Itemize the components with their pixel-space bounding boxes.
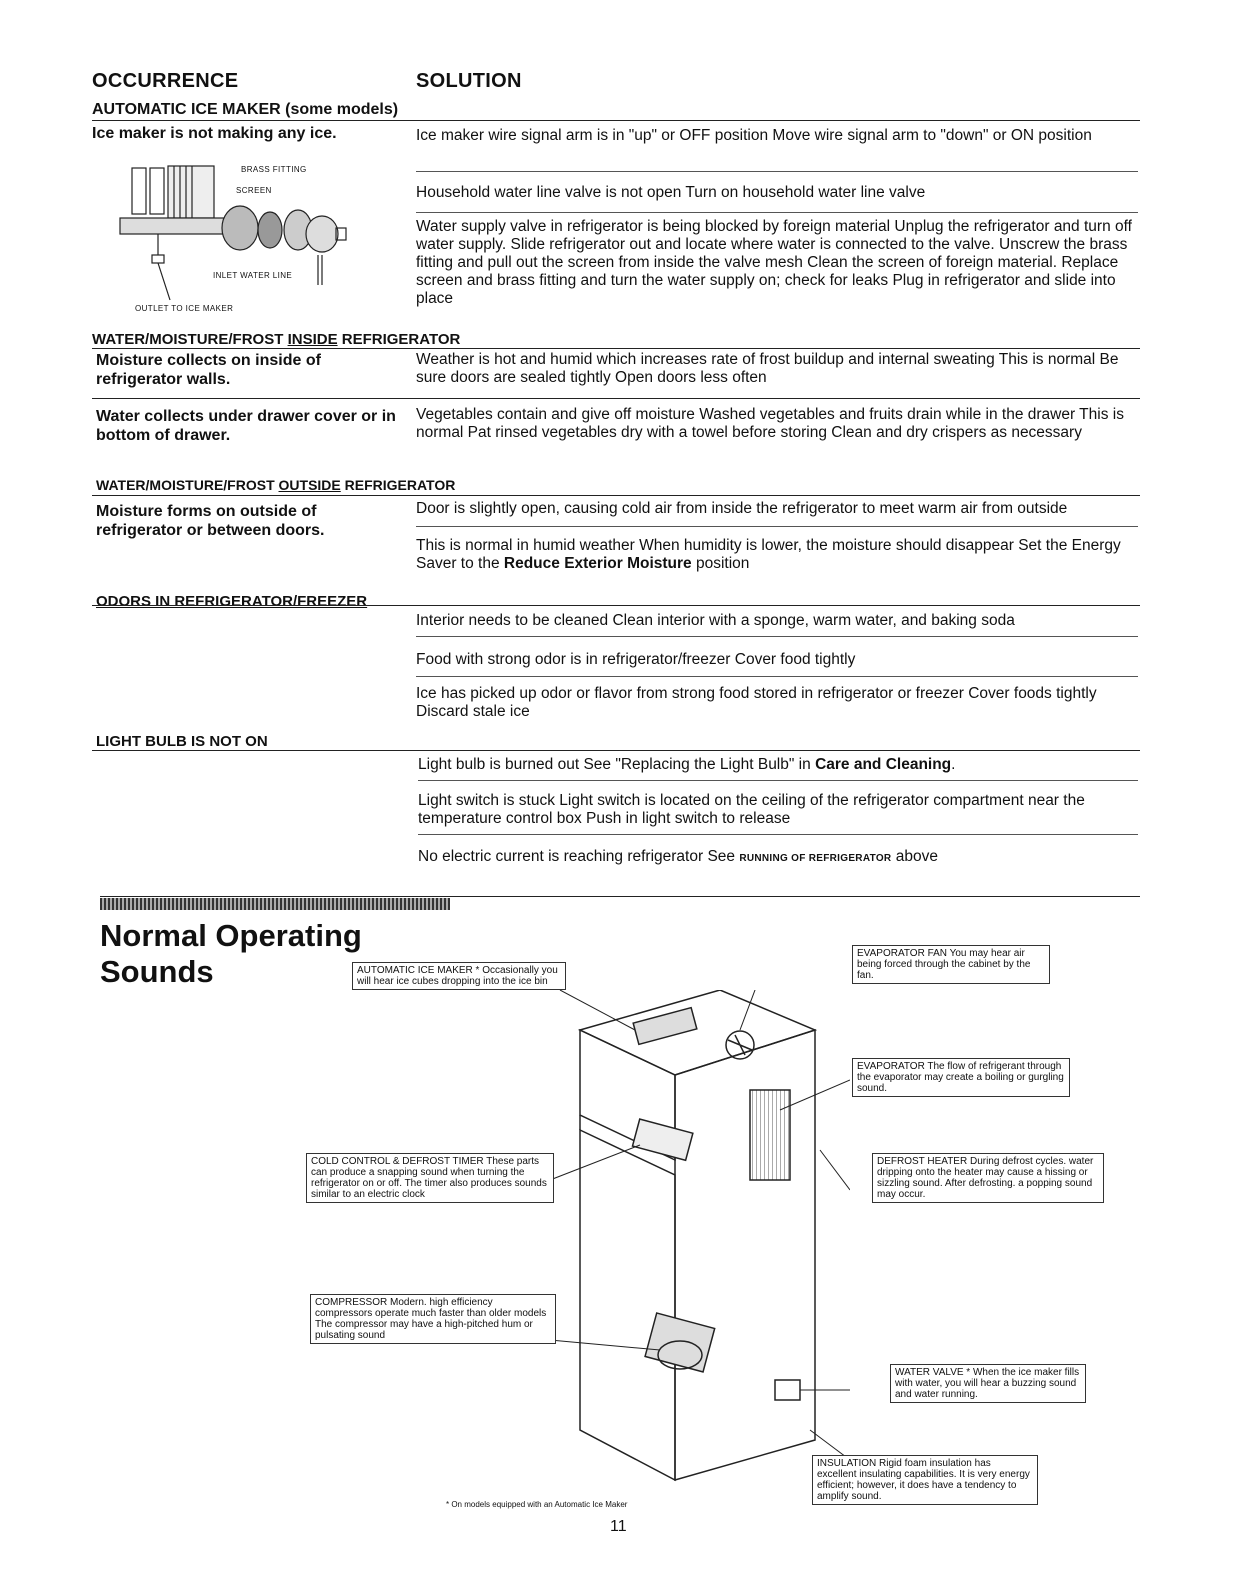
section-inside-post: REFRIGERATOR [337, 331, 461, 348]
sounds-title-line2: Sounds [100, 954, 214, 989]
label-outlet-ice-maker: OUTLET TO ICE MAKER [135, 304, 234, 313]
rule [416, 526, 1138, 527]
label-inlet-water-line: INLET WATER LINE [213, 271, 293, 280]
section-odors: ODORS IN REFRIGERATOR/FREEZER [96, 593, 368, 610]
solution-odors-1: Interior needs to be cleaned Clean interior with a sponge, warm water, and baking soda [416, 612, 1015, 629]
label-brass-fitting: BRASS FITTING [241, 165, 307, 174]
sounds-title-line1: Normal Operating [100, 918, 362, 953]
solution-outside-2-a: This is normal in humid weather When humidity is lower, the moisture should disappear Set the Energy Saver to the [416, 537, 1121, 572]
solution-light-1 [418, 756, 1138, 774]
solution-light-3-a: No electric current is reaching refrigerator See [418, 848, 740, 865]
solution-ice-maker-1: Ice maker wire signal arm is in "up" or OFF position Move wire signal arm to "down" or ON position [416, 127, 1092, 144]
solution-light-2: Light switch is stuck Light switch is located on the ceiling of the refrigerator compartment near the temperature control box Push in light switch to release [418, 792, 1085, 827]
rule [92, 495, 1140, 496]
rule [92, 605, 1140, 606]
rule [92, 120, 1140, 121]
callout-evaporator-fan: EVAPORATOR FAN You may hear air being forced through the cabinet by the fan. [852, 945, 1050, 984]
solution-inside-2: Vegetables contain and give off moisture Washed vegetables and fruits drain while in the drawer This is normal Pat rinsed vegetables dry with a towel before storing Clean and dry crispers as necessary [416, 406, 1124, 441]
section-outside-emph: OUTSIDE [278, 477, 341, 493]
rule [100, 896, 1140, 897]
occurrence-ice-maker: Ice maker is not making any ice. [92, 125, 337, 142]
section-divider-bar [100, 898, 450, 910]
occurrence-inside-1: Moisture collects on inside of refrigerator walls. [96, 352, 321, 388]
water-valve-diagram [100, 160, 400, 320]
rule [92, 348, 1140, 349]
callout-defrost-heater: DEFROST HEATER During defrost cycles. water dripping onto the heater may cause a hissing or sizzling sound. After defrosting. a popping sound may occur. [872, 1153, 1104, 1203]
callout-water-valve: WATER VALVE * When the ice maker fills with water, you will hear a buzzing sound and water running. [890, 1364, 1086, 1403]
solution-outside-2-c: position [691, 555, 750, 572]
footnote: * On models equipped with an Automatic Ice Maker [446, 1500, 628, 1509]
rule [416, 171, 1138, 172]
callout-evaporator: EVAPORATOR The flow of refrigerant through the evaporator may create a boiling or gurgling sound. [852, 1058, 1070, 1097]
solution-light-1-a: Light bulb is burned out See "Replacing the Light Bulb" in [418, 756, 816, 773]
section-inside-emph: INSIDE [287, 331, 338, 348]
rule [418, 834, 1138, 835]
rule [416, 676, 1138, 677]
section-inside-pre: WATER/MOISTURE/FROST [92, 331, 288, 348]
callout-cold-control: COLD CONTROL & DEFROST TIMER These parts can produce a snapping sound when turning the refrigerator on or off. The timer also produces sounds similar to an electric clock [306, 1153, 554, 1203]
section-inside [92, 331, 460, 348]
occurrence-inside-2: Water collects under drawer cover or in bottom of drawer. [96, 408, 396, 444]
solution-light-1-b: Care and Cleaning [815, 756, 952, 773]
rule [418, 780, 1138, 781]
solution-odors-3: Ice has picked up odor or flavor from strong food stored in refrigerator or freezer Cover foods tightly Discard stale ice [416, 685, 1097, 720]
rule [92, 398, 1140, 399]
solution-light-3-b: RUNNING OF REFRIGERATOR [739, 853, 892, 864]
solution-ice-maker-2: Household water line valve is not open Turn on household water line valve [416, 184, 926, 201]
callout-insulation: INSULATION Rigid foam insulation has excellent insulating capabilities. It is very energy efficient; however, it does have a tendency to amplify sound. [812, 1455, 1038, 1505]
section-ice-maker: AUTOMATIC ICE MAKER (some models) [92, 101, 399, 118]
section-light-bulb: LIGHT BULB IS NOT ON [96, 733, 268, 750]
rule [92, 750, 1140, 751]
solution-odors-2: Food with strong odor is in refrigerator/freezer Cover food tightly [416, 651, 856, 668]
solution-light-1-c: . [951, 756, 956, 773]
solution-light-3 [418, 848, 1138, 868]
solution-outside-2 [416, 537, 1138, 573]
section-outside [96, 477, 455, 493]
label-screen: SCREEN [236, 186, 272, 195]
solution-header: SOLUTION [416, 70, 522, 92]
solution-outside-2-b: Reduce Exterior Moisture [503, 555, 692, 572]
section-outside-post: REFRIGERATOR [340, 477, 456, 493]
callout-compressor: COMPRESSOR Modern. high efficiency compressors operate much faster than older models The compressor may have a high-pitched hum or pulsating sound [310, 1294, 556, 1344]
occurrence-outside: Moisture forms on outside of refrigerator or between doors. [96, 503, 325, 539]
page-number: 11 [610, 1518, 627, 1535]
solution-ice-maker-3: Water supply valve in refrigerator is being blocked by foreign material Unplug the refrigerator and turn off water supply. Slide refrigerator out and locate where water is connected to the valve. Unscrew the brass fitting and pull out the screen from inside the valve mesh Clean the screen of foreign material. Replace screen and brass fitting and turn the water supply on; check for leaks Plug in refrigerator and slide into place [416, 218, 1132, 307]
section-outside-pre: WATER/MOISTURE/FROST [96, 477, 279, 493]
solution-light-3-c: above [891, 848, 938, 865]
solution-outside-1: Door is slightly open, causing cold air from inside the refrigerator to meet warm air from outside [416, 500, 1068, 517]
refrigerator-diagram [540, 990, 850, 1490]
occurrence-header: OCCURRENCE [92, 70, 239, 92]
rule [416, 636, 1138, 637]
callout-ice-maker: AUTOMATIC ICE MAKER * Occasionally you will hear ice cubes dropping into the ice bin [352, 962, 566, 990]
solution-inside-1: Weather is hot and humid which increases rate of frost buildup and internal sweating This is normal Be sure doors are sealed tightly Open doors less often [416, 351, 1119, 386]
rule [416, 212, 1138, 213]
